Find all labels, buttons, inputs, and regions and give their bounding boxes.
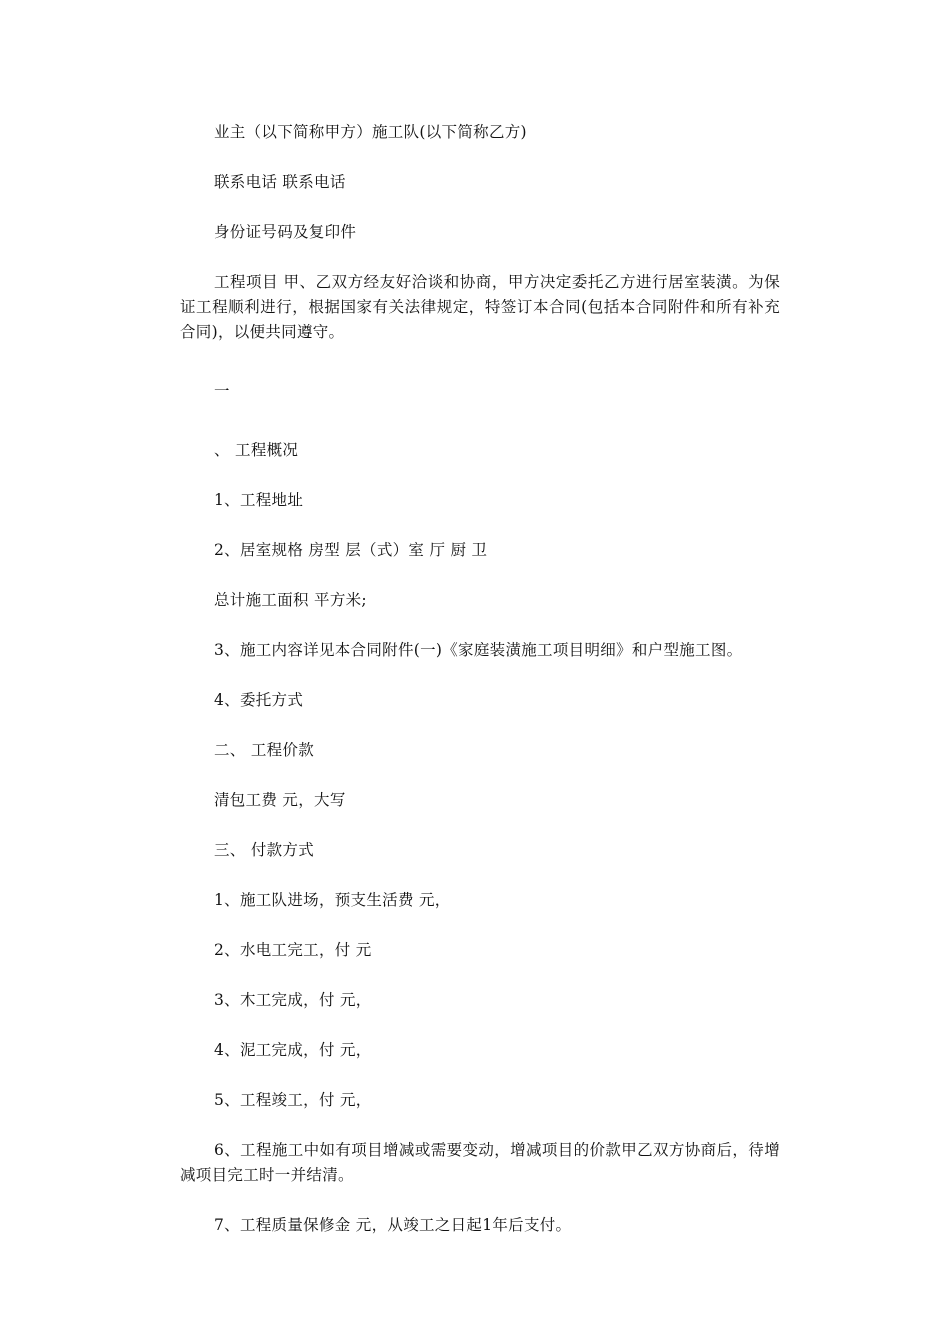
clause-content: 3、施工内容详见本合同附件(一)《家庭装潢施工项目明细》和户型施工图。 [214, 641, 743, 659]
clause-room-spec: 2、居室规格 房型 层（式）室 厅 厨 卫 [214, 541, 488, 559]
clause-total-area: 总计施工面积 平方米; [214, 591, 367, 609]
payment-item-5: 5、工程竣工，付 元， [214, 1091, 372, 1109]
contract-page [180, 120, 780, 1263]
payment-item-6: 6、工程施工中如有项目增减或需要变动，增减项目的价款甲乙双方协商后，待增减项目完工时一并结清。 [180, 1141, 780, 1184]
section-number-one: 一 [214, 382, 230, 400]
section-heading-overview: 、 工程概况 [214, 441, 299, 459]
payment-item-3: 3、木工完成，付 元， [214, 991, 372, 1009]
intro-paragraph: 工程项目 甲、乙双方经友好洽谈和协商，甲方决定委托乙方进行居室装潢。为保证工程顺利进行，根据国家有关法律规定，特签订本合同(包括本合同附件和所有补充合同)，以便共同遵守。 [180, 273, 780, 341]
clause-method: 4、委托方式 [214, 691, 304, 709]
id-line: 身份证号码及复印件 [214, 223, 357, 241]
payment-item-4: 4、泥工完成，付 元， [214, 1041, 372, 1059]
section-heading-payment: 三、 付款方式 [214, 841, 315, 859]
payment-item-7: 7、工程质量保修金 元，从竣工之日起1年后支付。 [214, 1216, 572, 1234]
party-line: 业主（以下简称甲方）施工队(以下简称乙方) [214, 123, 527, 141]
phone-line: 联系电话 联系电话 [214, 173, 346, 191]
section-heading-price: 二、 工程价款 [214, 741, 315, 759]
payment-item-2: 2、水电工完工，付 元 [214, 941, 372, 959]
clause-labor-fee: 清包工费 元，大写 [214, 791, 346, 809]
payment-item-1: 1、施工队进场，预支生活费 元， [214, 891, 451, 909]
clause-address: 1、工程地址 [214, 491, 304, 509]
